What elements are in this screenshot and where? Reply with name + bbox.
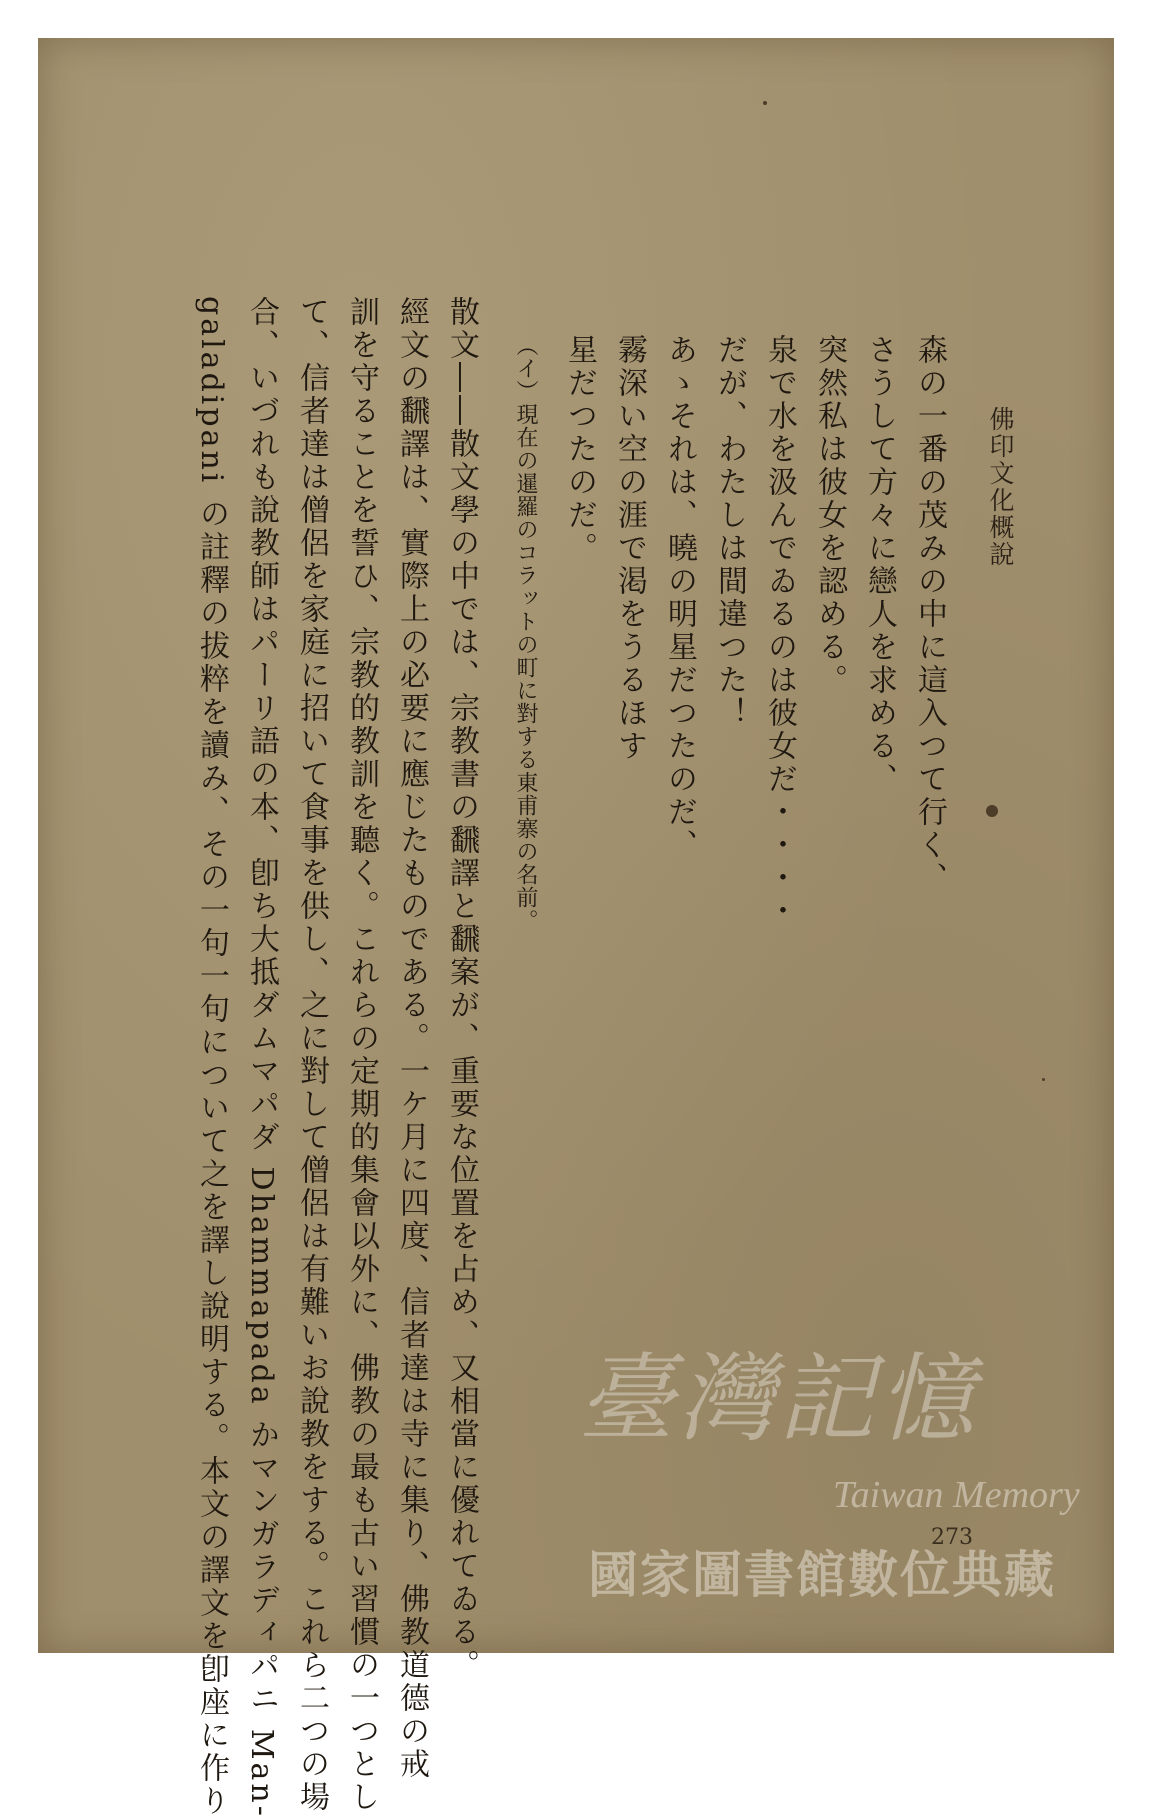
footnote: （イ）現在の暹羅のコラットの町に對する東甫寨の名前。	[513, 334, 538, 932]
watermark-script: 臺灣記憶	[578, 1343, 978, 1455]
poem-line: あゝそれは、曉の明星だつたのだ、	[662, 334, 697, 862]
poem-line: 森の一番の茂みの中に這入つて行く、	[912, 334, 947, 895]
running-header: 佛印文化概說	[986, 406, 1015, 568]
page-number: 273	[931, 1525, 973, 1550]
poem-line: 霧深い空の涯で渇をうるほす	[612, 334, 647, 763]
prose-line: galadipani の註釋の拔粹を讀み、その一句一句について之を譯し說明する。本文の譯文を卽座に作り	[194, 296, 229, 1818]
archive-watermark	[558, 1323, 1118, 1683]
prose-line: 合、いづれも說教師はパーリ語の本、卽ち大抵ダムマパダ Dhammapada かマンガラディパニ Man-	[244, 296, 279, 1819]
paper-speck	[1042, 1078, 1045, 1081]
poem-line: だが、わたしは間違つた！	[712, 334, 747, 730]
watermark-org: 國家圖書館數位典藏	[588, 1546, 1056, 1604]
poem-line: 泉で水を汲んでゐるのは彼女だ・・・・	[762, 334, 797, 928]
paper-speck	[986, 805, 998, 817]
prose-line: 經文の飜譯は、實際上の必要に應じたものである。一ケ月に四度、信者達は寺に集り、佛教道德の戒	[394, 296, 429, 1781]
poem-line: さうして方々に戀人を求める、	[862, 334, 897, 796]
poem-line: 突然私は彼女を認める。	[812, 334, 847, 697]
watermark-latin: Taiwan Memory	[833, 1474, 1080, 1516]
prose-line: 散文――散文學の中では、宗教書の飜譯と飜案が、重要な位置を占め、又相當に優れてゐる。	[444, 296, 479, 1682]
poem-line: 星だつたのだ。	[562, 334, 597, 565]
prose-line: て、信者達は僧侶を家庭に招いて食事を供し、之に對して僧侶は有難いお說教をする。これら二つの場	[294, 296, 329, 1814]
scanned-page	[38, 38, 1114, 1819]
paper-speck	[763, 101, 767, 105]
prose-line: 訓を守ることを誓ひ、宗教的教訓を聽く。これらの定期的集會以外に、佛教の最も古い習慣の一つとし	[344, 296, 379, 1814]
